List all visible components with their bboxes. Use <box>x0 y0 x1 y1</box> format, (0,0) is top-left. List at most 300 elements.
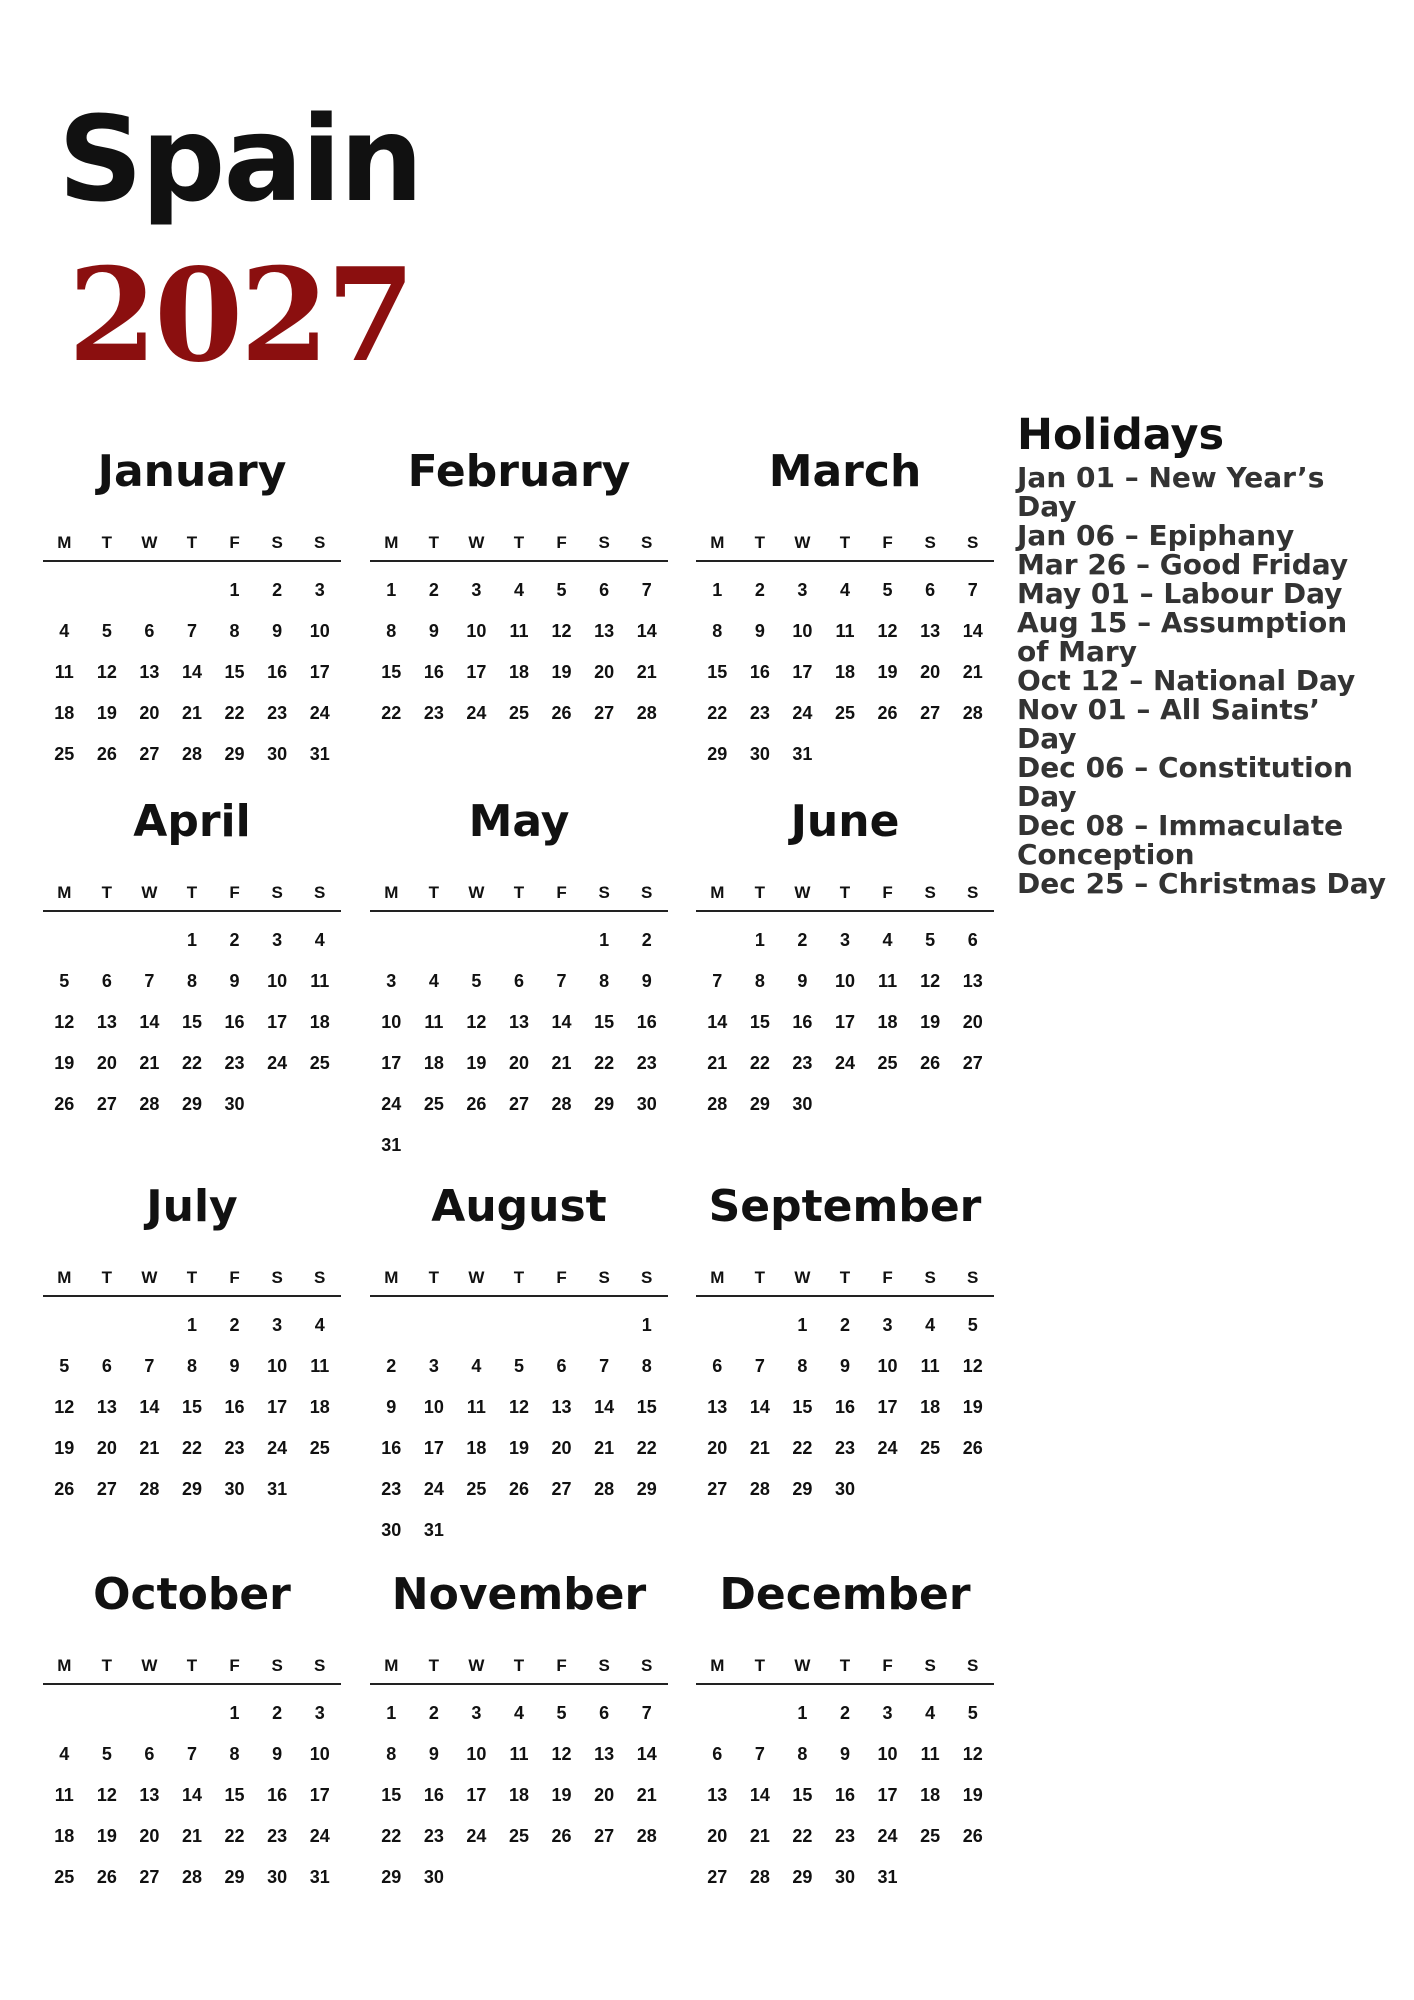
days-grid <box>696 1693 994 1898</box>
weekday-label: M <box>57 1268 72 1287</box>
month-june <box>696 796 994 1140</box>
day-cell: 12 <box>96 662 117 682</box>
day-cell: 30 <box>381 1520 402 1540</box>
day-cell: 11 <box>54 1785 74 1805</box>
empty-day-cell <box>128 920 171 961</box>
day-cell: 27 <box>920 703 941 723</box>
day-cell: 17 <box>877 1785 898 1805</box>
day-cell: 31 <box>423 1520 444 1540</box>
day-cell: 18 <box>920 1397 941 1417</box>
day-cell: 14 <box>551 1012 572 1032</box>
month-name: September <box>708 1181 982 1232</box>
weekday-label: W <box>468 1656 485 1675</box>
day-cell: 5 <box>556 1703 567 1723</box>
day-cell: 29 <box>181 1094 202 1114</box>
month-name: August <box>431 1181 607 1232</box>
day-cell: 26 <box>466 1094 487 1114</box>
day-cell: 31 <box>267 1479 288 1499</box>
weekday-label: M <box>57 883 72 902</box>
day-cell: 27 <box>707 1867 728 1887</box>
weekday-label: F <box>229 533 240 552</box>
day-cell: 23 <box>834 1438 855 1458</box>
empty-day-cell <box>413 920 456 961</box>
month-january <box>43 446 341 790</box>
day-cell: 5 <box>882 580 893 600</box>
day-cell: 7 <box>144 971 155 991</box>
day-cell: 13 <box>707 1397 728 1417</box>
day-cell: 13 <box>96 1397 117 1417</box>
day-cell: 10 <box>309 621 330 641</box>
empty-day-cell <box>413 1305 456 1346</box>
day-cell: 4 <box>471 1356 482 1376</box>
day-cell: 11 <box>509 1744 529 1764</box>
day-cell: 1 <box>229 580 240 600</box>
day-cell: 22 <box>381 703 402 723</box>
day-cell: 4 <box>839 580 850 600</box>
weekday-label: W <box>141 533 158 552</box>
holiday-item: May 01 – Labour Day <box>1017 577 1343 610</box>
empty-day-cell <box>696 1305 739 1346</box>
day-cell: 15 <box>181 1012 202 1032</box>
day-cell: 5 <box>925 930 936 950</box>
empty-day-cell <box>739 1693 782 1734</box>
day-cell: 14 <box>594 1397 615 1417</box>
day-cell: 1 <box>229 1703 240 1723</box>
day-cell: 2 <box>272 580 283 600</box>
weekday-label: S <box>924 1268 936 1287</box>
day-cell: 23 <box>636 1053 657 1073</box>
day-cell: 23 <box>267 1826 288 1846</box>
day-cell: 22 <box>792 1826 813 1846</box>
weekday-label: S <box>924 1656 936 1675</box>
day-cell: 23 <box>792 1053 813 1073</box>
days-grid <box>43 1693 341 1898</box>
day-cell: 7 <box>712 971 723 991</box>
holiday-item: Dec 25 – Christmas Day <box>1017 867 1386 900</box>
day-cell: 18 <box>54 703 75 723</box>
day-cell: 31 <box>381 1135 402 1155</box>
day-cell: 22 <box>224 1826 245 1846</box>
days-grid <box>43 570 341 775</box>
day-cell: 10 <box>466 621 487 641</box>
day-cell: 2 <box>428 1703 439 1723</box>
day-cell: 9 <box>229 1356 240 1376</box>
day-cell: 8 <box>599 971 610 991</box>
weekday-label: T <box>513 883 525 902</box>
month-name: April <box>133 796 251 847</box>
day-cell: 15 <box>749 1012 770 1032</box>
day-cell: 29 <box>381 1867 402 1887</box>
weekday-label: F <box>229 883 240 902</box>
day-cell: 22 <box>181 1438 202 1458</box>
day-cell: 7 <box>186 1744 197 1764</box>
day-cell: 29 <box>181 1479 202 1499</box>
day-cell: 18 <box>309 1397 330 1417</box>
day-cell: 15 <box>707 662 728 682</box>
day-cell: 5 <box>513 1356 524 1376</box>
day-cell: 13 <box>508 1012 529 1032</box>
weekday-label: F <box>229 1268 240 1287</box>
day-cell: 4 <box>513 1703 524 1723</box>
day-cell: 17 <box>466 1785 487 1805</box>
day-cell: 22 <box>381 1826 402 1846</box>
day-cell: 11 <box>424 1012 444 1032</box>
day-cell: 3 <box>386 971 397 991</box>
day-cell: 16 <box>834 1397 855 1417</box>
weekday-label: S <box>641 533 653 552</box>
day-cell: 26 <box>508 1479 529 1499</box>
weekday-label: T <box>186 1268 198 1287</box>
day-cell: 4 <box>882 930 893 950</box>
empty-day-cell <box>370 1305 413 1346</box>
month-name: January <box>97 446 287 497</box>
day-cell: 3 <box>471 1703 482 1723</box>
day-cell: 30 <box>636 1094 657 1114</box>
day-cell: 3 <box>272 1315 283 1335</box>
empty-day-cell <box>171 570 214 611</box>
day-cell: 13 <box>96 1012 117 1032</box>
day-cell: 25 <box>877 1053 898 1073</box>
day-cell: 24 <box>834 1053 855 1073</box>
day-cell: 21 <box>636 662 657 682</box>
day-cell: 24 <box>792 703 813 723</box>
weekday-label: T <box>839 1656 851 1675</box>
month-name: October <box>93 1569 291 1620</box>
day-cell: 27 <box>508 1094 529 1114</box>
day-cell: 21 <box>962 662 983 682</box>
weekday-label: W <box>468 1268 485 1287</box>
day-cell: 23 <box>381 1479 402 1499</box>
day-cell: 25 <box>466 1479 487 1499</box>
weekday-label: S <box>598 1656 610 1675</box>
weekday-label: S <box>314 533 326 552</box>
weekday-label: T <box>839 1268 851 1287</box>
day-cell: 16 <box>834 1785 855 1805</box>
day-cell: 14 <box>962 621 983 641</box>
day-cell: 24 <box>309 703 330 723</box>
day-cell: 1 <box>186 930 197 950</box>
day-cell: 8 <box>229 1744 240 1764</box>
day-cell: 26 <box>962 1826 983 1846</box>
year-title: 2027 <box>68 241 413 391</box>
weekday-label: W <box>468 533 485 552</box>
day-cell: 11 <box>310 971 330 991</box>
empty-day-cell <box>455 1305 498 1346</box>
month-april <box>43 796 341 1140</box>
day-cell: 3 <box>272 930 283 950</box>
day-cell: 15 <box>636 1397 657 1417</box>
month-july <box>43 1181 341 1525</box>
day-cell: 21 <box>551 1053 572 1073</box>
day-cell: 4 <box>513 580 524 600</box>
day-cell: 9 <box>272 621 283 641</box>
weekday-label: W <box>794 883 811 902</box>
day-cell: 24 <box>267 1053 288 1073</box>
day-cell: 6 <box>599 1703 610 1723</box>
day-cell: 26 <box>877 703 898 723</box>
weekday-header <box>43 1265 341 1297</box>
empty-day-cell <box>171 1693 214 1734</box>
day-cell: 24 <box>267 1438 288 1458</box>
day-cell: 17 <box>466 662 487 682</box>
day-cell: 20 <box>139 1826 160 1846</box>
day-cell: 22 <box>749 1053 770 1073</box>
empty-day-cell <box>696 920 739 961</box>
day-cell: 4 <box>314 1315 325 1335</box>
holiday-item: Dec 06 – Constitution Day <box>1017 751 1353 813</box>
day-cell: 5 <box>101 621 112 641</box>
day-cell: 18 <box>920 1785 941 1805</box>
day-cell: 19 <box>466 1053 487 1073</box>
day-cell: 10 <box>267 1356 288 1376</box>
day-cell: 15 <box>792 1397 813 1417</box>
weekday-label: T <box>754 883 766 902</box>
empty-day-cell <box>128 570 171 611</box>
day-cell: 5 <box>59 1356 70 1376</box>
weekday-label: T <box>101 883 113 902</box>
day-cell: 2 <box>229 1315 240 1335</box>
day-cell: 7 <box>556 971 567 991</box>
day-cell: 17 <box>877 1397 898 1417</box>
day-cell: 26 <box>54 1479 75 1499</box>
day-cell: 11 <box>310 1356 330 1376</box>
day-cell: 6 <box>556 1356 567 1376</box>
day-cell: 10 <box>267 971 288 991</box>
day-cell: 9 <box>428 1744 439 1764</box>
day-cell: 20 <box>139 703 160 723</box>
day-cell: 23 <box>224 1438 245 1458</box>
day-cell: 18 <box>423 1053 444 1073</box>
day-cell: 26 <box>551 703 572 723</box>
day-cell: 7 <box>754 1744 765 1764</box>
day-cell: 4 <box>59 1744 70 1764</box>
weekday-header <box>696 1653 994 1685</box>
country-title: Spain <box>58 90 422 228</box>
month-name: February <box>407 446 631 497</box>
empty-day-cell <box>128 1693 171 1734</box>
day-cell: 2 <box>229 930 240 950</box>
day-cell: 17 <box>267 1012 288 1032</box>
day-cell: 11 <box>920 1744 940 1764</box>
weekday-label: T <box>186 883 198 902</box>
day-cell: 16 <box>792 1012 813 1032</box>
month-february <box>370 446 668 790</box>
day-cell: 30 <box>267 1867 288 1887</box>
day-cell: 26 <box>551 1826 572 1846</box>
holiday-item: Oct 12 – National Day <box>1017 664 1356 697</box>
empty-day-cell <box>43 1305 86 1346</box>
empty-day-cell <box>43 570 86 611</box>
weekday-label: S <box>598 533 610 552</box>
day-cell: 28 <box>139 1094 160 1114</box>
day-cell: 22 <box>594 1053 615 1073</box>
day-cell: 5 <box>967 1315 978 1335</box>
weekday-label: S <box>641 883 653 902</box>
day-cell: 22 <box>181 1053 202 1073</box>
day-cell: 21 <box>139 1438 160 1458</box>
day-cell: 20 <box>96 1053 117 1073</box>
holidays-title: Holidays <box>1017 410 1225 460</box>
month-name: November <box>391 1569 647 1620</box>
day-cell: 18 <box>877 1012 898 1032</box>
month-name: March <box>768 446 922 497</box>
day-cell: 3 <box>314 1703 325 1723</box>
day-cell: 12 <box>508 1397 529 1417</box>
day-cell: 29 <box>749 1094 770 1114</box>
day-cell: 16 <box>381 1438 402 1458</box>
day-cell: 24 <box>466 1826 487 1846</box>
day-cell: 25 <box>920 1438 941 1458</box>
day-cell: 16 <box>267 662 288 682</box>
empty-day-cell <box>86 920 129 961</box>
month-name: June <box>790 796 900 847</box>
day-cell: 18 <box>466 1438 487 1458</box>
weekday-header <box>43 530 341 562</box>
weekday-header <box>370 530 668 562</box>
day-cell: 28 <box>707 1094 728 1114</box>
month-name: July <box>146 1181 238 1232</box>
day-cell: 22 <box>224 703 245 723</box>
weekday-label: M <box>57 1656 72 1675</box>
weekday-label: S <box>967 533 979 552</box>
weekday-label: F <box>882 533 893 552</box>
day-cell: 26 <box>54 1094 75 1114</box>
day-cell: 12 <box>466 1012 487 1032</box>
day-cell: 25 <box>508 703 529 723</box>
day-cell: 28 <box>551 1094 572 1114</box>
day-cell: 6 <box>967 930 978 950</box>
weekday-label: M <box>710 1268 725 1287</box>
day-cell: 27 <box>551 1479 572 1499</box>
weekday-label: T <box>428 1268 440 1287</box>
day-cell: 14 <box>707 1012 728 1032</box>
day-cell: 14 <box>139 1397 160 1417</box>
weekday-label: S <box>641 1656 653 1675</box>
empty-day-cell <box>498 1305 541 1346</box>
day-cell: 1 <box>754 930 765 950</box>
holiday-item: Jan 06 – Epiphany <box>1017 519 1295 552</box>
day-cell: 16 <box>224 1012 245 1032</box>
day-cell: 18 <box>309 1012 330 1032</box>
day-cell: 5 <box>556 580 567 600</box>
day-cell: 19 <box>962 1785 983 1805</box>
empty-day-cell <box>86 1305 129 1346</box>
day-cell: 9 <box>229 971 240 991</box>
weekday-label: M <box>710 883 725 902</box>
day-cell: 20 <box>594 1785 615 1805</box>
day-cell: 15 <box>224 1785 245 1805</box>
day-cell: 12 <box>551 621 572 641</box>
day-cell: 8 <box>797 1744 808 1764</box>
month-september <box>696 1181 994 1525</box>
day-cell: 21 <box>139 1053 160 1073</box>
day-cell: 29 <box>224 1867 245 1887</box>
day-cell: 8 <box>186 971 197 991</box>
day-cell: 13 <box>594 1744 615 1764</box>
day-cell: 29 <box>594 1094 615 1114</box>
day-cell: 6 <box>144 621 155 641</box>
day-cell: 8 <box>386 1744 397 1764</box>
day-cell: 19 <box>96 1826 117 1846</box>
empty-day-cell <box>43 1693 86 1734</box>
weekday-label: T <box>839 883 851 902</box>
weekday-header <box>370 1653 668 1685</box>
day-cell: 10 <box>877 1356 898 1376</box>
day-cell: 13 <box>962 971 983 991</box>
day-cell: 10 <box>834 971 855 991</box>
weekday-label: M <box>384 1656 399 1675</box>
day-cell: 2 <box>839 1315 850 1335</box>
day-cell: 25 <box>920 1826 941 1846</box>
day-cell: 1 <box>797 1315 808 1335</box>
day-cell: 2 <box>272 1703 283 1723</box>
day-cell: 23 <box>749 703 770 723</box>
day-cell: 13 <box>139 662 160 682</box>
weekday-header <box>696 880 994 912</box>
day-cell: 3 <box>882 1315 893 1335</box>
day-cell: 6 <box>712 1356 723 1376</box>
day-cell: 2 <box>641 930 652 950</box>
day-cell: 17 <box>834 1012 855 1032</box>
day-cell: 19 <box>54 1438 75 1458</box>
weekday-label: F <box>556 1268 567 1287</box>
day-cell: 27 <box>962 1053 983 1073</box>
day-cell: 3 <box>839 930 850 950</box>
weekday-label: S <box>314 1656 326 1675</box>
weekday-label: W <box>141 1268 158 1287</box>
empty-day-cell <box>370 920 413 961</box>
day-cell: 26 <box>920 1053 941 1073</box>
day-cell: 19 <box>551 1785 572 1805</box>
weekday-label: S <box>967 1268 979 1287</box>
day-cell: 2 <box>386 1356 397 1376</box>
weekday-label: T <box>513 1268 525 1287</box>
weekday-label: F <box>882 1656 893 1675</box>
day-cell: 12 <box>962 1356 983 1376</box>
day-cell: 7 <box>144 1356 155 1376</box>
day-cell: 4 <box>59 621 70 641</box>
weekday-label: F <box>882 883 893 902</box>
day-cell: 11 <box>920 1356 940 1376</box>
day-cell: 19 <box>54 1053 75 1073</box>
weekday-label: F <box>882 1268 893 1287</box>
day-cell: 6 <box>101 1356 112 1376</box>
day-cell: 20 <box>707 1826 728 1846</box>
weekday-label: S <box>271 533 283 552</box>
weekday-label: S <box>271 1268 283 1287</box>
day-cell: 30 <box>834 1867 855 1887</box>
day-cell: 21 <box>181 1826 202 1846</box>
day-cell: 2 <box>428 580 439 600</box>
day-cell: 3 <box>428 1356 439 1376</box>
day-cell: 14 <box>181 662 202 682</box>
weekday-label: M <box>384 883 399 902</box>
day-cell: 28 <box>594 1479 615 1499</box>
day-cell: 6 <box>101 971 112 991</box>
day-cell: 15 <box>381 662 402 682</box>
empty-day-cell <box>540 1305 583 1346</box>
weekday-label: M <box>57 533 72 552</box>
day-cell: 3 <box>882 1703 893 1723</box>
day-cell: 20 <box>962 1012 983 1032</box>
month-may <box>370 796 668 1155</box>
weekday-label: M <box>384 533 399 552</box>
day-cell: 15 <box>594 1012 615 1032</box>
day-cell: 4 <box>314 930 325 950</box>
day-cell: 19 <box>96 703 117 723</box>
weekday-label: S <box>314 883 326 902</box>
days-grid <box>370 920 668 1166</box>
